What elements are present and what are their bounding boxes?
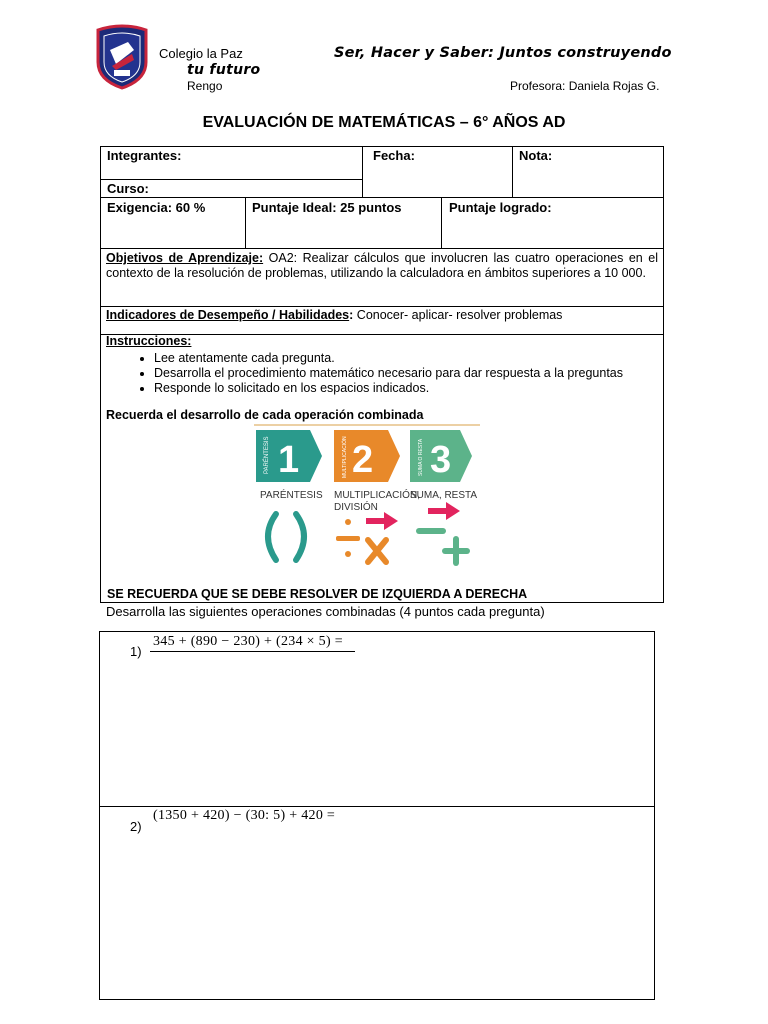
list-item: • Lee atentamente cada pregunta. [154,351,658,366]
page-title: EVALUACIÓN DE MATEMÁTICAS – 6° AÑOS AD [202,114,566,131]
question-1-number: 1) [130,644,142,659]
list-item: • Responde lo solicitado en los espacios indicados. [154,381,658,396]
curso-label: Curso: [107,181,149,196]
question-2-expression: (1350 + 420) − (30: 5) + 420 = [153,808,336,823]
step-2-badge [334,430,400,482]
integrantes-label: Integrantes: [107,148,182,163]
school-info [159,46,260,94]
operations-order-graphic [254,424,480,596]
indicadores-text: Conocer- aplicar- resolver problemas [356,308,563,322]
svg-text:MULTIPLICACIÓN,: MULTIPLICACIÓN, [334,490,420,501]
svg-text:2: 2 [352,439,374,481]
nota-label: Nota: [519,148,553,163]
school-motto: Ser, Hacer y Saber: Juntos construyendo [334,45,672,61]
teacher-name: Profesora: Daniela Rojas G. [510,79,660,93]
izquierda-note: SE RECUERDA QUE SE DEBE RESOLVER DE IZQUIERDA A DERECHA [107,587,528,601]
puntaje-logrado-label: Puntaje logrado: [449,200,552,215]
school-name: Colegio la Paz [159,46,243,61]
objetivos-section [106,251,658,281]
exigencia-label: Exigencia: 60 % [107,200,206,215]
step-3-badge [410,430,472,482]
instrucciones-list [106,351,658,396]
puntaje-ideal-label: Puntaje Ideal: 25 puntos [252,200,402,215]
recuerda-heading: Recuerda el desarrollo de cada operación combinada [106,408,424,422]
questions-instruction: Desarrolla las siguientes operaciones combinadas (4 puntos cada pregunta) [106,604,545,619]
list-item: • Desarrolla el procedimiento matemático necesario para dar respuesta a la preguntas [154,366,658,381]
fecha-label: Fecha: [373,148,415,163]
svg-text:PARÉNTESIS: PARÉNTESIS [264,436,270,474]
school-city: Rengo [187,79,223,93]
svg-text:SUMA, RESTA: SUMA, RESTA [410,490,478,501]
svg-text:SUMA O RESTA: SUMA O RESTA [418,438,424,476]
instrucciones-label: Instrucciones: [106,334,192,348]
school-tagline: tu futuro [187,62,261,78]
svg-text:DIVISIÓN: DIVISIÓN [334,502,378,513]
indicadores-label: Indicadores de Desempeño / Habilidades [106,308,350,322]
objetivos-label: Objetivos de Aprendizaje: [106,251,264,265]
instrucciones-section [106,334,658,396]
school-logo [94,24,150,90]
svg-text:PARÉNTESIS: PARÉNTESIS [260,490,323,501]
indicadores-section: Indicadores de Desempeño / Habilidades: Conocer- aplicar- resolver problemas [106,308,563,322]
svg-text:MULTIPLICACIÓN: MULTIPLICACIÓN [342,436,348,478]
svg-text:3: 3 [430,439,452,481]
question-1-underline [150,651,355,652]
question-1-expression: 345 + (890 − 230) + (234 × 5) = [153,634,343,649]
question-2-number: 2) [130,819,142,834]
svg-text:1: 1 [278,439,300,481]
step-1-badge [256,430,322,482]
objetivos-text: OA2: Realizar cálculos que involucren las cuatro operaciones en el contexto de la resolución de problemas, utilizando la calculadora en ámbitos superiores a 10 000. [106,251,658,280]
